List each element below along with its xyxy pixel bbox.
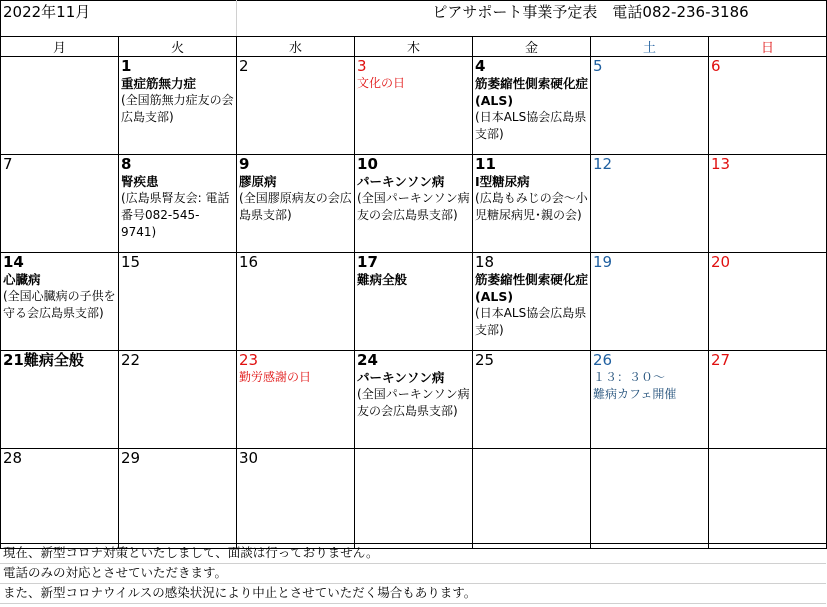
day-number: 14 xyxy=(3,253,24,271)
event-detail: (全国膠原病友の会広島県支部) xyxy=(239,191,352,222)
event-name: パーキンソン病 xyxy=(357,370,445,385)
day-cell xyxy=(473,449,591,549)
day-cell xyxy=(237,449,355,549)
day-number: 8 xyxy=(121,155,132,173)
week-row xyxy=(1,351,827,449)
day-cell xyxy=(1,57,119,155)
day-number: 30 xyxy=(239,449,259,467)
event-name: 重症筋無力症 xyxy=(121,76,197,91)
day-number: 28 xyxy=(3,449,23,467)
weekday-sun: 日 xyxy=(709,37,827,57)
day-number: 1 xyxy=(121,57,132,75)
day-number: 10 xyxy=(357,155,378,173)
calendar-weeks xyxy=(1,57,827,549)
day-cell xyxy=(119,449,237,549)
event-detail: 難病カフェ開催 xyxy=(593,387,677,401)
day-number: 20 xyxy=(711,253,731,271)
day-number: 15 xyxy=(121,253,141,271)
notes xyxy=(0,543,826,604)
event-detail: (全国筋無力症友の会広島支部) xyxy=(121,93,234,124)
day-cell xyxy=(473,351,591,449)
day-cell xyxy=(119,351,237,449)
title-row xyxy=(1,1,827,37)
event-detail: (全国パーキンソン病友の会広島県支部) xyxy=(357,191,470,222)
day-number: 2 xyxy=(239,57,249,75)
day-cell xyxy=(591,351,709,449)
day-number: 17 xyxy=(357,253,378,271)
event-detail: (日本ALS協会広島県支部) xyxy=(475,306,587,337)
event-detail: (広島もみじの会～小児糖尿病児･親の会) xyxy=(475,191,588,222)
day-cell xyxy=(119,57,237,155)
day-cell xyxy=(237,351,355,449)
event-detail: 文化の日 xyxy=(357,76,406,90)
weekday-wed: 水 xyxy=(237,37,355,57)
month-label: 2022年11月 xyxy=(1,1,237,37)
day-number: 27 xyxy=(711,351,731,369)
day-number: 7 xyxy=(3,155,13,173)
day-number: 16 xyxy=(239,253,259,271)
day-number: 18 xyxy=(475,253,495,271)
event-detail: 勤労感謝の日 xyxy=(239,370,312,384)
day-cell xyxy=(119,253,237,351)
event-name: 腎疾患 xyxy=(121,174,159,189)
event-name: 膠原病 xyxy=(239,174,277,189)
weekday-thu: 木 xyxy=(355,37,473,57)
day-cell xyxy=(709,351,827,449)
day-number: 13 xyxy=(711,155,731,173)
day-cell xyxy=(473,57,591,155)
day-cell xyxy=(355,449,473,549)
day-number: 11 xyxy=(475,155,496,173)
day-cell xyxy=(591,253,709,351)
day-number: 6 xyxy=(711,57,721,75)
week-row xyxy=(1,253,827,351)
day-number: 26 xyxy=(593,351,613,369)
day-number: 21難病全般 xyxy=(3,351,84,369)
day-cell xyxy=(355,253,473,351)
event-name: 筋萎縮性側索硬化症(ALS) xyxy=(475,272,589,304)
day-cell xyxy=(237,253,355,351)
weekday-sat: 土 xyxy=(591,37,709,57)
event-name: 難病全般 xyxy=(357,272,408,287)
day-cell xyxy=(473,253,591,351)
note-line: 現在、新型コロナ対策といたしまして、面談は行っておりません。 xyxy=(0,543,826,564)
note-line: また、新型コロナウイルスの感染状況により中止とさせていただく場合もあります。 xyxy=(0,584,826,604)
day-cell xyxy=(119,155,237,253)
day-cell xyxy=(237,155,355,253)
day-number: 3 xyxy=(357,57,367,75)
event-name: 筋萎縮性側索硬化症(ALS) xyxy=(475,76,589,108)
day-cell xyxy=(1,155,119,253)
day-cell xyxy=(709,253,827,351)
day-cell xyxy=(237,57,355,155)
day-cell xyxy=(355,155,473,253)
event-name: Ⅰ型糖尿病 xyxy=(475,174,530,189)
day-cell xyxy=(591,57,709,155)
day-cell xyxy=(1,253,119,351)
weekday-fri: 金 xyxy=(473,37,591,57)
week-row xyxy=(1,449,827,549)
day-cell xyxy=(591,155,709,253)
day-cell xyxy=(355,57,473,155)
week-row xyxy=(1,57,827,155)
event-detail: １３：３０～ xyxy=(593,370,666,384)
day-number: 29 xyxy=(121,449,141,467)
day-number: 9 xyxy=(239,155,250,173)
event-detail: (全国パーキンソン病友の会広島県支部) xyxy=(357,387,470,418)
day-cell xyxy=(473,155,591,253)
event-detail: (広島県腎友会: 電話番号082-545-9741) xyxy=(121,191,230,239)
day-cell xyxy=(709,449,827,549)
day-cell xyxy=(709,155,827,253)
day-number: 25 xyxy=(475,351,495,369)
event-name: 心臓病 xyxy=(3,272,41,287)
page-title: ピアサポート事業予定表 電話082-236-3186 xyxy=(237,1,827,37)
event-detail: (全国心臓病の子供を守る会広島県支部) xyxy=(3,289,116,320)
day-number: 22 xyxy=(121,351,141,369)
day-number: 4 xyxy=(475,57,486,75)
day-cell xyxy=(1,449,119,549)
day-cell xyxy=(355,351,473,449)
day-number: 23 xyxy=(239,351,259,369)
note-line: 電話のみの対応とさせていただきます。 xyxy=(0,564,826,584)
event-detail: (日本ALS協会広島県支部) xyxy=(475,110,587,141)
event-name: パーキンソン病 xyxy=(357,174,445,189)
day-cell xyxy=(591,449,709,549)
weekday-header xyxy=(1,37,827,57)
day-number: 24 xyxy=(357,351,378,369)
day-number: 19 xyxy=(593,253,613,271)
day-cell xyxy=(1,351,119,449)
day-number: 5 xyxy=(593,57,603,75)
weekday-tue: 火 xyxy=(119,37,237,57)
week-row xyxy=(1,155,827,253)
day-cell xyxy=(709,57,827,155)
day-number: 12 xyxy=(593,155,613,173)
weekday-mon: 月 xyxy=(1,37,119,57)
